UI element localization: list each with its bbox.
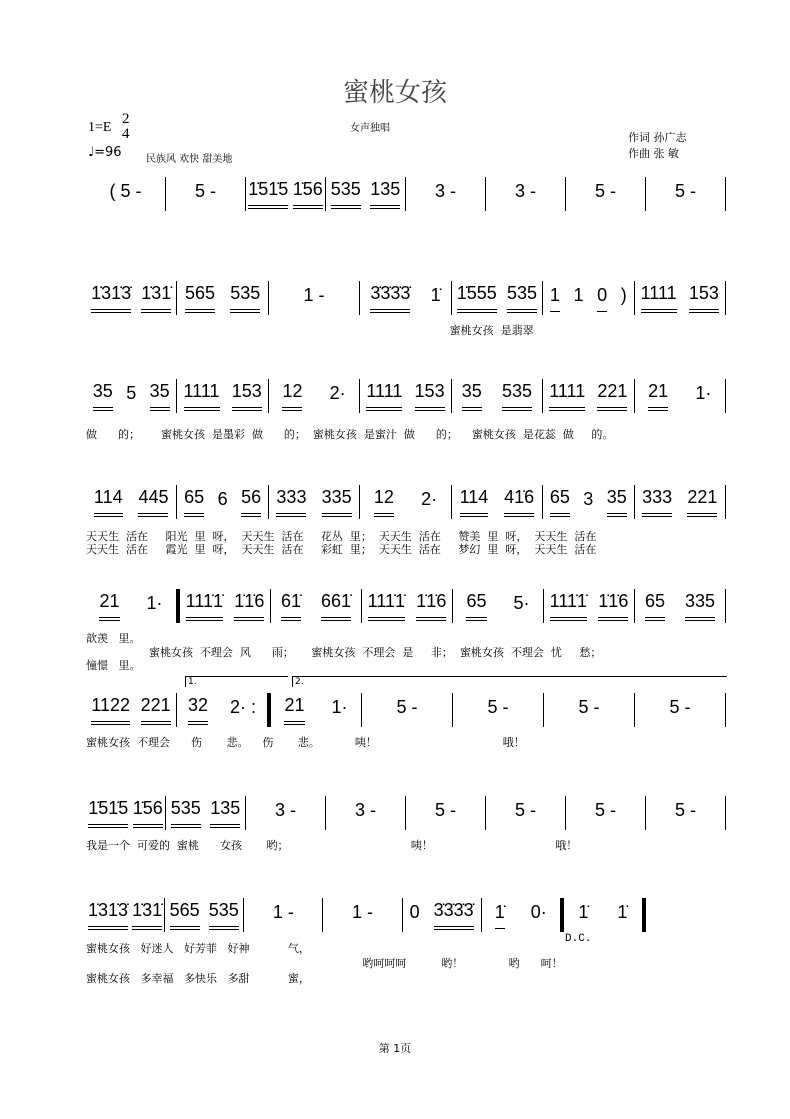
staff-row xyxy=(86,588,726,624)
lyricist-credit: 作词 孙广志 xyxy=(628,131,687,144)
note-group: 333 xyxy=(642,487,672,517)
note-group: 535 xyxy=(209,900,239,930)
note-group: 1 - xyxy=(272,902,294,922)
measure xyxy=(360,378,450,414)
note-group: 5 - xyxy=(594,800,616,820)
note-group: 1̇ xyxy=(430,285,441,305)
measure xyxy=(271,692,361,728)
measure xyxy=(635,484,725,520)
note-group: 65 xyxy=(466,591,486,621)
note-group: 2· xyxy=(421,489,438,509)
staff-row xyxy=(86,484,726,520)
tempo-marking: ♩=96 xyxy=(88,145,122,160)
lyric-line: 憧憬 里。 xyxy=(86,659,141,672)
note-group: 5 - xyxy=(194,181,216,201)
note-group: 1· xyxy=(695,383,712,403)
measure xyxy=(246,176,325,212)
lyric-line: 歆羡 里。 xyxy=(86,632,141,645)
measure xyxy=(86,484,176,520)
note-group: 335 xyxy=(322,487,352,517)
note-group: 1̇1̇6 xyxy=(416,591,446,621)
measure xyxy=(403,897,481,933)
note-group: 535 xyxy=(230,283,260,313)
lyric-line: 天天生 活在 霞光 里 呀， 天天生 活在 彩虹 里； 天天生 活在 梦幻 里 呀， 天天生 活在 xyxy=(86,543,597,556)
staff-row xyxy=(86,692,726,728)
note-group: 1111 xyxy=(366,381,402,411)
measure xyxy=(543,280,633,316)
measure xyxy=(486,795,565,831)
measure xyxy=(362,692,452,728)
note-group: ( 5 - xyxy=(109,181,142,201)
measure xyxy=(482,897,560,933)
note-group: 333 xyxy=(276,487,306,517)
measure xyxy=(566,795,645,831)
measure xyxy=(646,176,725,212)
measure xyxy=(544,692,634,728)
measure xyxy=(635,280,725,316)
measure xyxy=(486,176,565,212)
note-group: 3̇3̇3̇3̇ xyxy=(370,283,410,313)
note-group: 1̇1̇6 xyxy=(598,591,628,621)
measure xyxy=(166,795,245,831)
measure xyxy=(635,588,725,624)
note-group: 111̇1̇ xyxy=(186,591,223,621)
note-group: 3̇3̇3̇3̇ xyxy=(434,900,474,930)
note-group: 1̇ xyxy=(578,902,589,922)
note-group: 3 xyxy=(583,489,594,509)
measure xyxy=(86,176,165,212)
note-group: 5 - xyxy=(594,181,616,201)
note-group: 5 - xyxy=(487,697,509,717)
note-group: 1̇31̇ xyxy=(132,900,162,930)
measure xyxy=(177,378,267,414)
measure xyxy=(360,484,450,520)
measure xyxy=(635,692,725,728)
lyric-line: 做 的； 蜜桃女孩 是墨彩 做 的； 蜜桃女孩 是蜜汁 做 的； 蜜桃女孩 是花蕊 做 的。 xyxy=(86,428,614,441)
lyric-line: 我是一个 可爱的 蜜桃 女孩 哟； 咦！ 哦！ xyxy=(86,839,578,852)
barline xyxy=(725,796,726,830)
note-group: 565 xyxy=(185,283,215,313)
note-group: 35 xyxy=(607,487,627,517)
note-group: 661̇ xyxy=(321,591,351,621)
barline xyxy=(725,177,726,211)
note-group: 5 - xyxy=(434,800,456,820)
measure xyxy=(362,588,452,624)
lyric-line: 蜜桃女孩 是翡翠 xyxy=(86,324,534,337)
note-group: 1̇ xyxy=(495,902,505,929)
measure xyxy=(86,588,176,624)
note-group: 35 xyxy=(150,381,170,411)
note-group: 114 xyxy=(460,487,489,517)
measure xyxy=(244,897,322,933)
note-group: 111̇1̇ xyxy=(368,591,405,621)
measure xyxy=(177,692,267,728)
measure xyxy=(166,176,245,212)
measure xyxy=(564,897,642,933)
note-group: 135 xyxy=(370,179,400,209)
barline xyxy=(725,693,726,727)
measure xyxy=(326,176,405,212)
note-group: 1̇31̇3̇ xyxy=(91,283,131,313)
note-group: 5 - xyxy=(514,800,536,820)
note-group: 535 xyxy=(171,798,201,828)
note-group: 1· xyxy=(331,697,348,717)
note-group: 1122 xyxy=(91,695,130,725)
measure xyxy=(452,280,542,316)
note-group: 1̇56 xyxy=(133,798,163,828)
note-group: 65 xyxy=(550,487,570,517)
note-group: 1̇56 xyxy=(293,179,323,209)
barline xyxy=(725,589,726,623)
note-group: 35 xyxy=(462,381,482,411)
note-group: 2· : xyxy=(229,697,256,717)
note-group: 5 xyxy=(126,383,137,403)
measure xyxy=(86,897,164,933)
note-group: 65 xyxy=(645,591,665,621)
note-group: 5 - xyxy=(396,697,418,717)
note-group: 1̇31̇3̇ xyxy=(88,900,128,930)
measure xyxy=(566,176,645,212)
measure xyxy=(269,280,359,316)
note-group: 56 xyxy=(241,487,261,517)
double-barline xyxy=(642,898,646,932)
measure xyxy=(271,588,361,624)
note-group: 61̇ xyxy=(281,591,301,621)
lyric-line: 蜜桃女孩 好迷人 好芳菲 好神 气， xyxy=(86,942,310,955)
measure xyxy=(544,588,634,624)
note-group: 5 - xyxy=(674,181,696,201)
measure xyxy=(180,588,270,624)
barline xyxy=(725,379,726,413)
note-group: 535 xyxy=(502,381,532,411)
note-group: 114 xyxy=(94,487,123,517)
measure xyxy=(635,378,725,414)
note-group: 41̇6 xyxy=(504,487,534,517)
measure xyxy=(406,176,485,212)
note-group: 1̇51̇5 xyxy=(88,798,128,828)
measure xyxy=(323,897,401,933)
page-number: 第 1页 xyxy=(378,1042,412,1055)
measure xyxy=(646,795,725,831)
note-group: 2· xyxy=(329,383,346,403)
measure xyxy=(406,795,485,831)
barline xyxy=(725,485,726,519)
measure xyxy=(177,280,267,316)
note-group: ) xyxy=(620,285,627,305)
note-group: 1111 xyxy=(641,283,677,313)
note-group: 0 xyxy=(409,902,420,922)
note-group: 0· xyxy=(530,902,547,922)
measure xyxy=(326,795,405,831)
measure xyxy=(453,692,543,728)
note-group: 35 xyxy=(93,381,113,411)
lyric-line: 天天生 活在 阳光 里 呀， 天天生 活在 花丛 里； 天天生 活在 赞美 里 呀， 天天生 活在 xyxy=(86,530,597,543)
note-group: 153 xyxy=(415,381,445,411)
lyric-line: 蜜桃女孩 不理会 伤 悲。 伤 悲。 咦！ 哦！ xyxy=(86,736,525,749)
note-group: 535 xyxy=(507,283,537,313)
measure xyxy=(269,378,359,414)
note-group: 5· xyxy=(513,593,530,613)
note-group: 111̇1̇ xyxy=(550,591,587,621)
key-signature: 1=E xyxy=(88,120,112,135)
note-group: 1 - xyxy=(351,902,373,922)
note-group: 12 xyxy=(282,381,302,411)
note-group: 221 xyxy=(597,381,627,411)
note-group: 1111 xyxy=(549,381,585,411)
note-group: 1111 xyxy=(184,381,220,411)
note-group: 5 - xyxy=(578,697,600,717)
staff-row xyxy=(86,897,646,933)
note-group: 21 xyxy=(648,381,668,411)
note-group: 153 xyxy=(689,283,719,313)
note-group: 1 xyxy=(550,285,560,312)
note-group: 535 xyxy=(331,179,361,209)
volta-2: 2. xyxy=(292,676,727,687)
staff-row xyxy=(86,176,726,212)
staff-row xyxy=(86,280,726,316)
note-group: 0 xyxy=(597,285,607,312)
measure xyxy=(246,795,325,831)
measure xyxy=(452,378,542,414)
measure xyxy=(165,897,243,933)
measure xyxy=(177,484,267,520)
note-group: 565 xyxy=(170,900,200,930)
measure xyxy=(543,378,633,414)
note-group: 32 xyxy=(188,695,208,725)
da-capo-marking: D.C. xyxy=(565,933,592,945)
note-group: 135 xyxy=(210,798,240,828)
measure xyxy=(543,484,633,520)
lyric-line: 蜜桃女孩 不理会 风 雨； 蜜桃女孩 不理会 是 非； 蜜桃女孩 不理会 忧 愁； xyxy=(86,646,602,659)
note-group: 335 xyxy=(685,591,715,621)
performance-type: 女声独唱 xyxy=(350,123,390,134)
time-signature xyxy=(122,112,130,142)
measure xyxy=(86,280,176,316)
note-group: 21 xyxy=(284,695,304,725)
note-group: 12 xyxy=(374,487,394,517)
note-group: 1̇555 xyxy=(457,283,497,313)
note-group: 1· xyxy=(146,593,163,613)
measure xyxy=(360,280,450,316)
note-group: 5 - xyxy=(669,697,691,717)
measure xyxy=(453,588,543,624)
staff-row xyxy=(86,795,726,831)
note-group: 1 - xyxy=(303,285,325,305)
note-group: 221 xyxy=(687,487,717,517)
composer-credit: 作曲 张 敏 xyxy=(628,147,679,160)
note-group: 3 - xyxy=(274,800,296,820)
style-marking: 民族风 欢快 甜美地 xyxy=(146,154,233,165)
note-group: 445 xyxy=(138,487,168,517)
note-group: 1̇ xyxy=(617,902,628,922)
time-sig-bottom: 4 xyxy=(122,126,130,142)
note-group: 153 xyxy=(232,381,262,411)
measure xyxy=(86,795,165,831)
note-group: 1̇1̇6 xyxy=(234,591,264,621)
note-group: 5 - xyxy=(674,800,696,820)
staff-row xyxy=(86,378,726,414)
measure xyxy=(86,378,176,414)
note-group: 1̇51̇5 xyxy=(248,179,288,209)
note-group: 21 xyxy=(99,591,119,621)
note-group: 65 xyxy=(184,487,204,517)
lyric-line: 蜜桃女孩 多幸福 多快乐 多甜 蜜， xyxy=(86,972,310,985)
time-sig-top: 2 xyxy=(122,111,130,127)
lyric-line: 哟呵呵呵 哟！ 哟 呵！ xyxy=(86,957,563,970)
measure xyxy=(86,692,176,728)
note-group: 221 xyxy=(141,695,171,725)
note-group: 1̇31̇ xyxy=(141,283,171,313)
note-group: 3 - xyxy=(514,181,536,201)
note-group: 6 xyxy=(217,489,228,509)
barline xyxy=(725,281,726,315)
measure xyxy=(269,484,359,520)
measure xyxy=(452,484,542,520)
volta-1: 1. xyxy=(185,676,288,687)
note-group: 1 xyxy=(573,285,584,305)
note-group: 3 - xyxy=(354,800,376,820)
song-title: 蜜桃女孩 xyxy=(342,78,447,108)
note-group: 3 - xyxy=(434,181,456,201)
